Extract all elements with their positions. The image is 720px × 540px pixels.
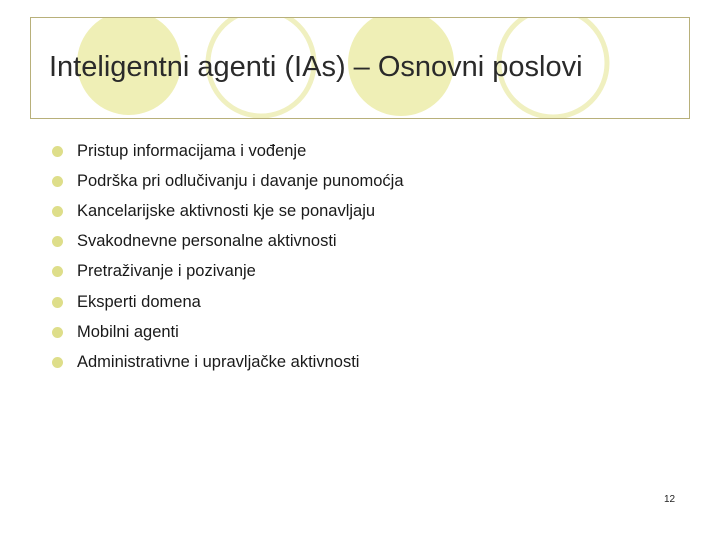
bullet-dot-icon <box>52 327 63 338</box>
bullet-text: Pretraživanje i pozivanje <box>77 262 256 281</box>
bullet-item <box>52 287 404 317</box>
page-number: 12 <box>664 494 676 505</box>
bullet-item <box>52 196 404 226</box>
bullet-list <box>52 136 404 378</box>
bullet-item <box>52 227 404 257</box>
bullet-dot-icon <box>52 357 63 368</box>
bullet-text: Kancelarijske aktivnosti kje se ponavljaju <box>77 201 376 220</box>
bullet-text: Eksperti domena <box>77 292 201 311</box>
bullet-dot-icon <box>52 146 63 157</box>
bullet-item <box>52 347 404 377</box>
slide-title: Inteligentni agenti (IAs) – Osnovni poslovi <box>49 51 583 83</box>
bullet-item <box>52 317 404 347</box>
bullet-item <box>52 136 404 166</box>
bullet-item <box>52 166 404 196</box>
bullet-text: Svakodnevne personalne aktivnosti <box>77 232 337 251</box>
title-box <box>30 17 690 119</box>
bullet-dot-icon <box>52 297 63 308</box>
bullet-dot-icon <box>52 266 63 277</box>
bullet-item <box>52 257 404 287</box>
bullet-text: Pristup informacijama i vođenje <box>77 141 307 160</box>
bullet-dot-icon <box>52 176 63 187</box>
bullet-dot-icon <box>52 236 63 247</box>
bullet-dot-icon <box>52 206 63 217</box>
bullet-text: Podrška pri odlučivanju i davanje punomoćja <box>77 171 404 190</box>
bullet-text: Mobilni agenti <box>77 322 179 341</box>
bullet-text: Administrativne i upravljačke aktivnosti <box>77 352 360 371</box>
